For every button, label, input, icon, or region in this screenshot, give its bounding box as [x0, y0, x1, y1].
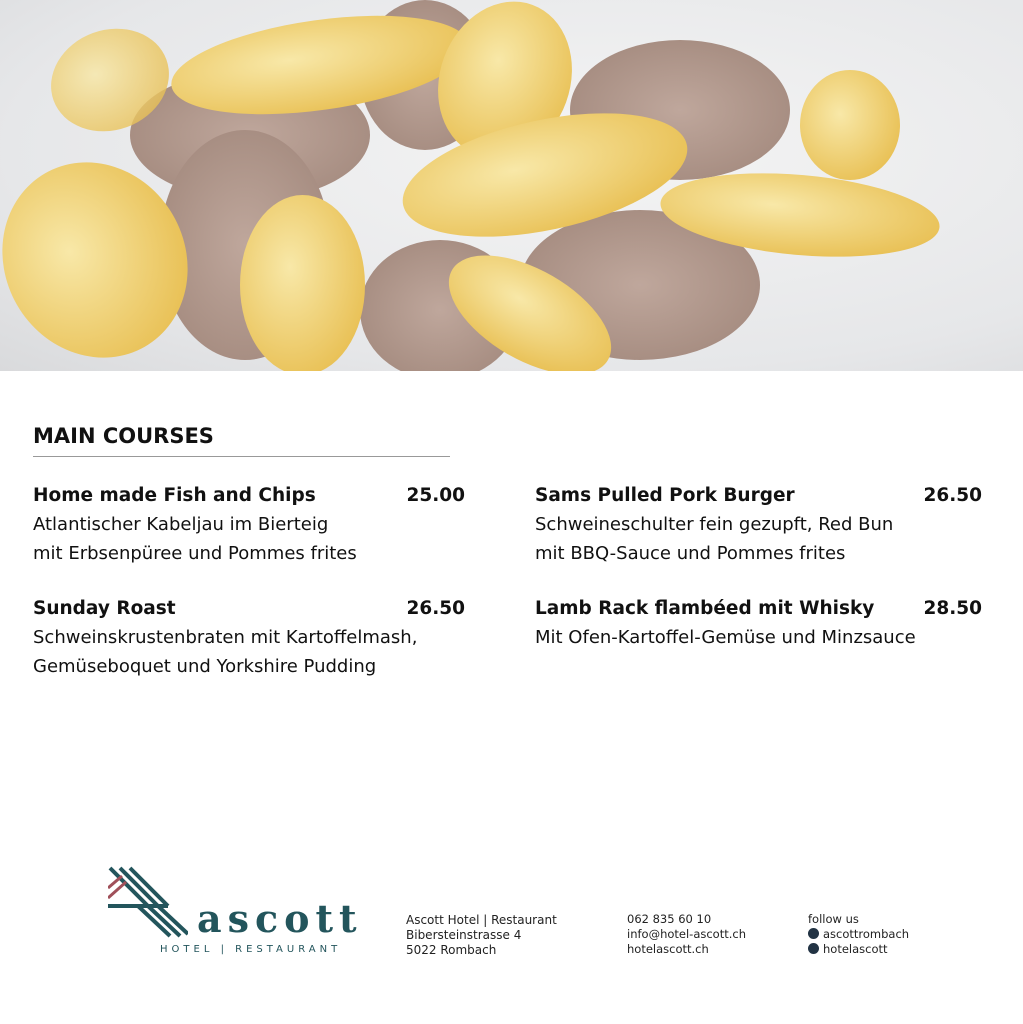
address-line: 5022 Rombach [406, 943, 497, 957]
item-name: Sams Pulled Pork Burger [535, 485, 795, 506]
item-name: Lamb Rack flambéed mit Whisky [535, 598, 875, 619]
instagram-handle: ascottrombach [823, 927, 910, 941]
social-block [808, 912, 909, 957]
menu-item [33, 594, 465, 681]
logo-mark-icon [108, 866, 188, 938]
item-price: 26.50 [406, 598, 465, 619]
item-desc: mit Erbsenpüree und Pommes frites [33, 543, 357, 564]
follow-label: follow us [808, 912, 859, 926]
contact-block [627, 912, 746, 957]
instagram-icon [808, 928, 819, 939]
item-desc: Schweineschulter fein gezupft, Red Bun [535, 514, 894, 535]
email-link[interactable]: info@hotel-ascott.ch [627, 927, 747, 941]
item-price: 25.00 [406, 485, 465, 506]
facebook-link[interactable] [808, 942, 909, 957]
food-photo [0, 0, 1023, 371]
item-name: Home made Fish and Chips [33, 485, 316, 506]
facebook-icon [808, 943, 819, 954]
item-desc: Gemüseboquet und Yorkshire Pudding [33, 656, 377, 677]
item-price: 28.50 [923, 598, 982, 619]
menu-item [535, 481, 982, 568]
item-desc: Mit Ofen-Kartoffel-Gemüse und Minzsauce [535, 627, 916, 648]
menu-item [535, 594, 982, 652]
logo-subtitle: HOTEL | RESTAURANT [160, 944, 342, 955]
logo-text: ascott [197, 896, 363, 941]
item-desc: Atlantischer Kabeljau im Bierteig [33, 514, 329, 535]
facebook-handle: hotelascott [823, 942, 888, 956]
instagram-link[interactable] [808, 927, 909, 942]
address-line: Ascott Hotel | Restaurant [406, 913, 557, 927]
phone: 062 835 60 10 [627, 912, 712, 926]
item-desc: mit BBQ-Sauce und Pommes frites [535, 543, 846, 564]
menu-item [33, 481, 465, 568]
section-divider [33, 456, 450, 457]
address-block [406, 913, 557, 958]
item-name: Sunday Roast [33, 598, 176, 619]
item-desc: Schweinskrustenbraten mit Kartoffelmash, [33, 627, 418, 648]
website-link[interactable]: hotelascott.ch [627, 942, 709, 956]
item-price: 26.50 [923, 485, 982, 506]
section-title: MAIN COURSES [33, 424, 214, 448]
address-line: Bibersteinstrasse 4 [406, 928, 522, 942]
